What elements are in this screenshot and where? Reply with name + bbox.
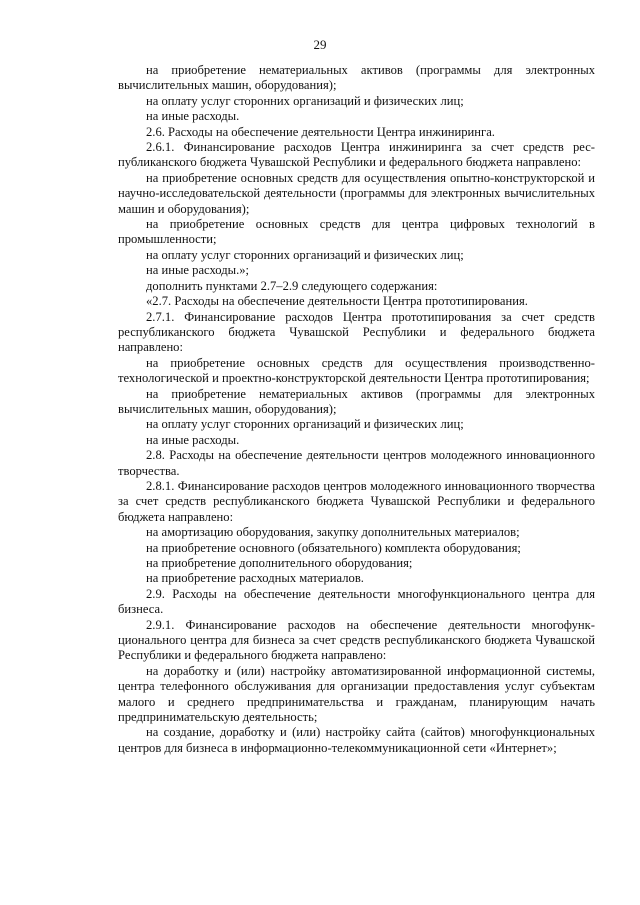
paragraph: на доработку и (или) настройку автоматизированной информационной системы, центра телефонного обслуживания для организации предоставления услуг субъектам малого и среднего предпринимательства и гражданам, планирующим начать предпринимательскую деятельность; bbox=[118, 663, 595, 725]
paragraph: на приобретение основных средств для центра цифровых технологий в промышленности; bbox=[118, 217, 595, 247]
paragraph: 2.8.1. Финансирование расходов центров молодежного инновационного творчества за счет средств республиканского бюджета Чувашской Республики и федерального бюджета направлено: bbox=[118, 478, 595, 524]
paragraph: на приобретение дополнительного оборудования; bbox=[146, 556, 413, 570]
section-heading: 2.9. Расходы на обеспечение деятельности многофункционального центра для бизнеса. bbox=[118, 586, 595, 617]
page-number: 29 bbox=[313, 37, 327, 52]
paragraph: на иные расходы. bbox=[146, 432, 240, 447]
paragraph: дополнить пунктами 2.7–2.9 следующего содержания: bbox=[146, 278, 438, 293]
paragraph: 2.9.1. Финансирование расходов на обеспечение деятельности многофункционального центра для бизнеса за счет средств республиканского бюджета Чувашской Республики и федерального бюджета направлено: bbox=[118, 617, 595, 663]
paragraph: на амортизацию оборудования, закупку дополнительных материалов; bbox=[146, 525, 520, 540]
paragraph: на оплату услуг сторонних организаций и физических лиц; bbox=[146, 93, 464, 108]
paragraph: 2.7.1. Финансирование расходов Центра прототипирования за счет средств республиканского бюджета Чувашской Республики и федерального бюджета направлено: bbox=[118, 309, 595, 355]
paragraph: на оплату услуг сторонних организаций и физических лиц; bbox=[146, 417, 464, 432]
paragraph: на иные расходы.»; bbox=[146, 263, 250, 278]
paragraph: 2.6.1. Финансирование расходов Центра инжиниринга за счет средств республиканского бюджета Чувашской Республики и федерального бюджета направлено: bbox=[118, 140, 595, 170]
document-body bbox=[118, 63, 595, 756]
section-heading: 2.8. Расходы на обеспечение деятельности центров молодежного инновационного творчества. bbox=[118, 448, 595, 478]
paragraph: на приобретение нематериальных активов (программы для электронных вычислительных машин, оборудования); bbox=[118, 386, 595, 416]
paragraph: на приобретение основных средств для осуществления опытно-конструкторской и научно-исследовательской деятельности (программы для электронных вычислительных машин и оборудования); bbox=[118, 170, 595, 216]
section-heading: «2.7. Расходы на обеспечение деятельности Центра прототипирования. bbox=[146, 294, 528, 309]
section-heading: 2.6. Расходы на обеспечение деятельности Центра инжиниринга. bbox=[146, 124, 495, 139]
paragraph: на приобретение основных средств для осуществления производственно-технологической и проектно-конструкторской деятельности Центра прототипирования; bbox=[118, 355, 595, 386]
paragraph: на создание, доработку и (или) настройку сайта (сайтов) многофункциональных центров для бизнеса в информационно-телекоммуникационной сети «Интернет»; bbox=[118, 725, 595, 755]
paragraph: на приобретение нематериальных активов (программы для электронных вычислительных машин, оборудования); bbox=[118, 63, 595, 93]
paragraph: на иные расходы. bbox=[146, 109, 240, 124]
paragraph: на приобретение расходных материалов. bbox=[146, 571, 364, 586]
paragraph: на приобретение основного (обязательного) комплекта оборудования; bbox=[146, 540, 521, 555]
paragraph: на оплату услуг сторонних организаций и физических лиц; bbox=[146, 247, 464, 262]
